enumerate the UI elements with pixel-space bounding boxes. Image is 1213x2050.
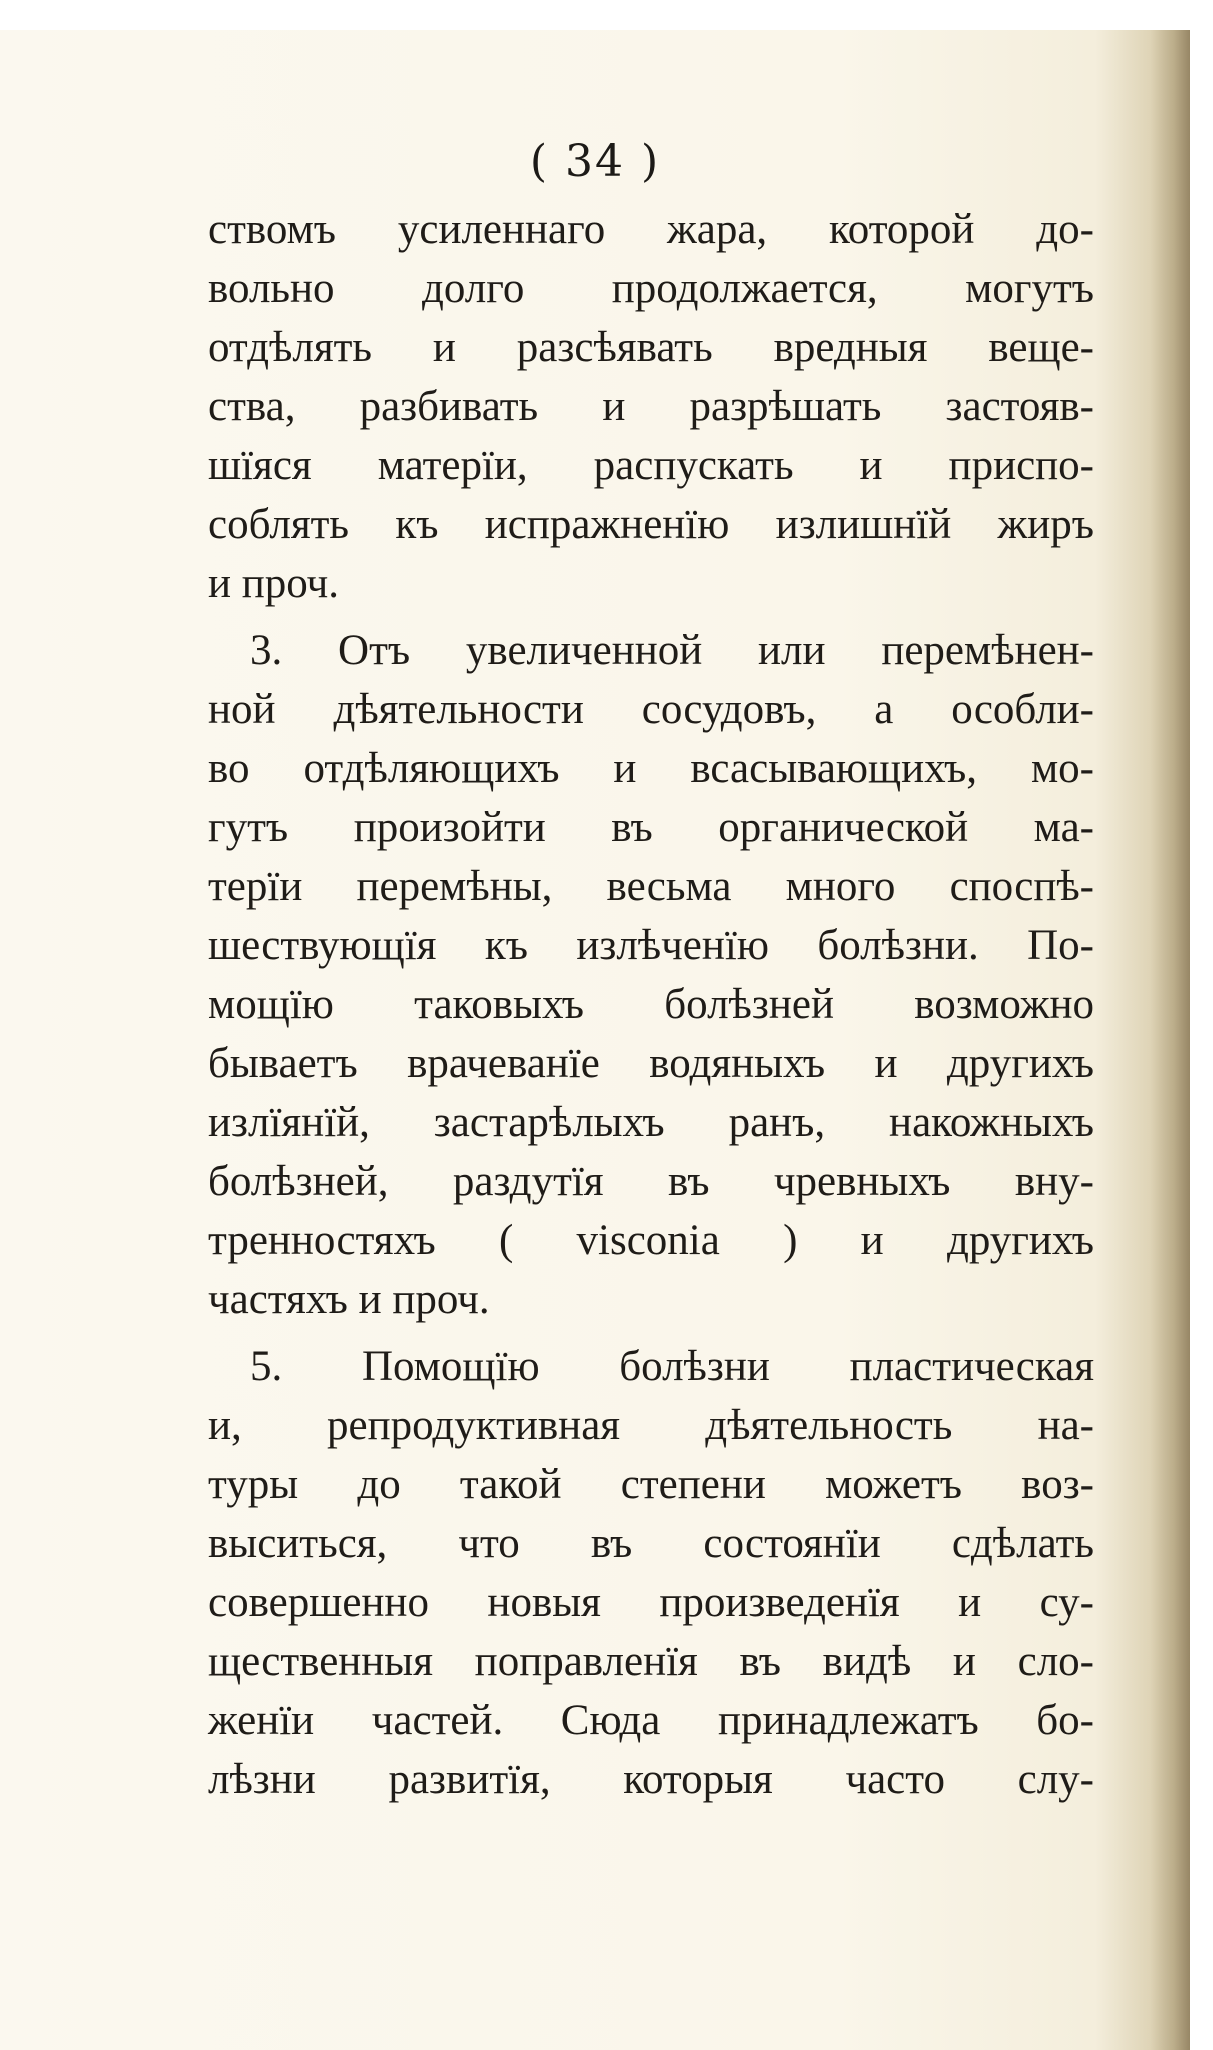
- binding-shadow: [1150, 30, 1190, 2050]
- text-line: 3. Отъ увеличенной или перемѣнен-: [250, 627, 1094, 674]
- text-line: совершенно новыя произведенїя и су-: [208, 1579, 1094, 1626]
- text-line: выситься, что въ состоянїи сдѣлать: [208, 1520, 1094, 1567]
- text-line: туры до такой степени можетъ воз-: [208, 1461, 1094, 1508]
- text-line: тренностяхъ ( visconia ) и другихъ: [208, 1217, 1094, 1264]
- text-line: вольно долго продолжается, могутъ: [208, 265, 1094, 312]
- text-line: щественныя поправленїя въ видѣ и сло-: [208, 1638, 1094, 1685]
- text-line: шїяся матерїи, распускать и приспо-: [208, 442, 1094, 489]
- text-line: терїи перемѣны, весьма много споспѣ-: [208, 863, 1094, 910]
- paragraph-gap: [208, 1329, 1094, 1337]
- text-line: частяхъ и проч.: [208, 1276, 490, 1323]
- text-line: женїи частей. Сюда принадлежатъ бо-: [208, 1697, 1094, 1744]
- text-line: и, репродуктивная дѣятельность на-: [208, 1402, 1094, 1449]
- text-line: во отдѣляющихъ и всасывающихъ, мо-: [208, 745, 1094, 792]
- body-text: [208, 200, 1094, 1809]
- text-line: 5. Помощїю болѣзни пластическая: [250, 1343, 1094, 1390]
- text-line: ствомъ усиленнаго жара, которой до-: [208, 206, 1094, 253]
- text-line: лѣзни развитїя, которыя часто слу-: [208, 1756, 1094, 1803]
- text-line: ной дѣятельности сосудовъ, а особли-: [208, 686, 1094, 733]
- text-line: шествующїя къ излѣченїю болѣзни. По-: [208, 922, 1094, 969]
- text-line: ства, разбивать и разрѣшать застояв-: [208, 383, 1094, 430]
- text-line: болѣзней, раздутїя въ чревныхъ вну-: [208, 1158, 1094, 1205]
- page-number: ( 34 ): [529, 136, 661, 187]
- text-line: гутъ произойти въ органической ма-: [208, 804, 1094, 851]
- text-line: отдѣлять и разсѣявать вредныя веще-: [208, 324, 1094, 371]
- text-line: и проч.: [208, 560, 340, 607]
- text-line: соблять къ испражненїю излишнїй жиръ: [208, 501, 1094, 548]
- text-line: мощїю таковыхъ болѣзней возможно: [208, 981, 1094, 1028]
- text-line: бываетъ врачеванїе водяныхъ и другихъ: [208, 1040, 1094, 1087]
- paragraph-gap: [208, 613, 1094, 621]
- text-line: излїянїй, застарѣлыхъ ранъ, накожныхъ: [208, 1099, 1094, 1146]
